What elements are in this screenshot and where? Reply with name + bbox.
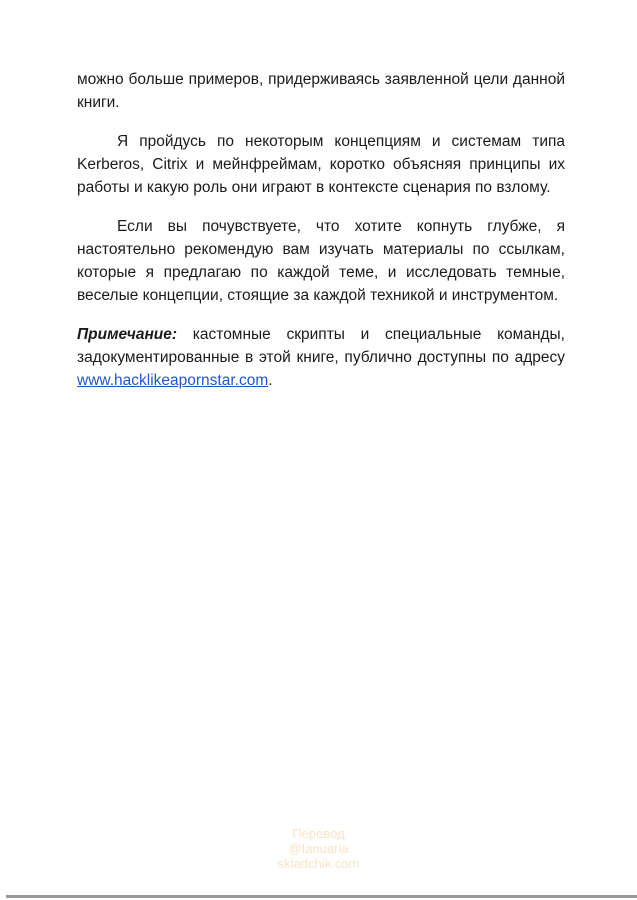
hacklikeapornstar-link[interactable]: www.hacklikeapornstar.com — [77, 372, 269, 389]
translator-watermark — [0, 826, 637, 871]
paragraph-concepts: Я пройдусь по некоторым концепциям и системам типа Kerberos, Citrix и мейнфреймам, коротко объясняя принципы их работы и какую роль они играют в контексте сценария по взлому. — [77, 133, 565, 196]
watermark-line-perevod: Перевод — [292, 826, 345, 841]
watermark-line-handle: @Ianuaria — [288, 841, 349, 856]
note-paragraph — [77, 323, 565, 392]
paragraph-continuation: можно больше примеров, придерживаясь заявленной цели данной книги. — [77, 71, 565, 111]
note-text: кастомные скрипты и специальные команды, задокументированные в этой книге, публично доступны по адресу — [77, 326, 565, 366]
paragraph-dig-deeper: Если вы почувствуете, что хотите копнуть глубже, я настоятельно рекомендую вам изучать материалы по ссылкам, которые я предлагаю по каждой теме, и исследовать темные, веселые концепции, стоящие за каждой техникой и инструментом. — [77, 218, 565, 304]
note-label: Примечание: — [77, 326, 178, 343]
watermark-line-site: skladchik.com — [277, 856, 360, 871]
note-period: . — [268, 372, 273, 389]
page-content — [77, 68, 565, 408]
page-bottom-divider — [6, 895, 637, 898]
